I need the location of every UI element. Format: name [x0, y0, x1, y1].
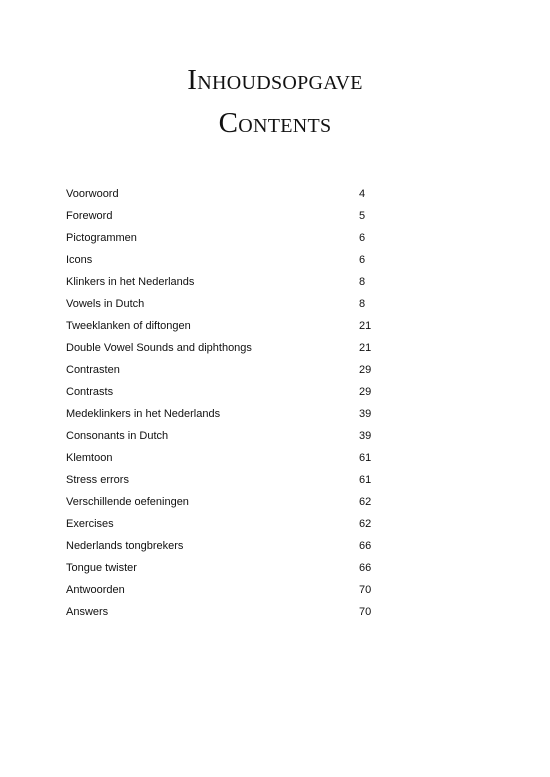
toc-entry-page: 61: [359, 474, 372, 486]
toc-entry-label: Nederlands tongbrekers: [66, 540, 184, 552]
toc-row-double-vowels: [66, 339, 386, 361]
toc-row-icons: [66, 251, 386, 273]
toc-entry-label: Verschillende oefeningen: [66, 496, 189, 508]
toc-entry-label: Contrasten: [66, 364, 120, 376]
toc-row-contrasts: [66, 383, 386, 405]
table-of-contents: [66, 185, 386, 625]
toc-entry-label: Contrasts: [66, 386, 114, 398]
toc-row-oefeningen: [66, 493, 386, 515]
toc-entry-label: Consonants in Dutch: [66, 430, 169, 442]
toc-entry-label: Tongue twister: [66, 562, 137, 574]
toc-row-klinkers: [66, 273, 386, 295]
toc-row-antwoorden: [66, 581, 386, 603]
toc-entry-label: Medeklinkers in het Nederlands: [66, 408, 221, 420]
toc-row-tweeklanken: [66, 317, 386, 339]
toc-entry-page: 66: [359, 540, 372, 552]
toc-entry-page: 8: [359, 276, 366, 288]
toc-row-foreword: [66, 207, 386, 229]
toc-row-pictogrammen: [66, 229, 386, 251]
toc-row-tongbrekers: [66, 537, 386, 559]
toc-entry-label: Antwoorden: [66, 584, 125, 596]
toc-entry-page: 39: [359, 408, 372, 420]
toc-entry-label: Klinkers in het Nederlands: [66, 276, 195, 288]
toc-entry-page: 39: [359, 430, 372, 442]
toc-entry-page: 6: [359, 232, 366, 244]
toc-entry-label: Exercises: [66, 518, 114, 530]
toc-entry-label: Double Vowel Sounds and diphthongs: [66, 342, 252, 354]
toc-row-vowels: [66, 295, 386, 317]
toc-entry-label: Foreword: [66, 210, 113, 222]
toc-entry-page: 6: [359, 254, 366, 266]
toc-entry-page: 21: [359, 342, 372, 354]
toc-entry-page: 66: [359, 562, 372, 574]
toc-entry-label: Tweeklanken of diftongen: [66, 320, 191, 332]
toc-entry-label: Stress errors: [66, 474, 129, 486]
toc-entry-page: 29: [359, 386, 372, 398]
toc-row-exercises: [66, 515, 386, 537]
toc-entry-page: 21: [359, 320, 372, 332]
toc-row-voorwoord: [66, 185, 386, 207]
toc-row-contrasten: [66, 361, 386, 383]
toc-entry-label: Answers: [66, 606, 109, 618]
toc-entry-page: 29: [359, 364, 372, 376]
toc-entry-label: Pictogrammen: [66, 232, 137, 244]
toc-entry-label: Icons: [66, 254, 93, 266]
toc-row-klemtoon: [66, 449, 386, 471]
toc-row-tongue-twister: [66, 559, 386, 581]
toc-entry-page: 62: [359, 496, 372, 508]
toc-entry-page: 8: [359, 298, 366, 310]
toc-entry-page: 70: [359, 606, 372, 618]
toc-row-consonants: [66, 427, 386, 449]
page-title: Inhoudsopgave: [187, 64, 363, 96]
toc-entry-page: 5: [359, 210, 366, 222]
toc-row-answers: [66, 603, 386, 625]
toc-entry-page: 61: [359, 452, 372, 464]
page-subtitle: Contents: [218, 107, 332, 139]
toc-row-medeklinkers: [66, 405, 386, 427]
toc-entry-page: 62: [359, 518, 372, 530]
toc-entry-label: Voorwoord: [66, 188, 119, 200]
toc-entry-page: 70: [359, 584, 372, 596]
toc-entry-label: Vowels in Dutch: [66, 298, 145, 310]
toc-entry-page: 4: [359, 188, 366, 200]
toc-entry-label: Klemtoon: [66, 452, 113, 464]
toc-row-stress-errors: [66, 471, 386, 493]
